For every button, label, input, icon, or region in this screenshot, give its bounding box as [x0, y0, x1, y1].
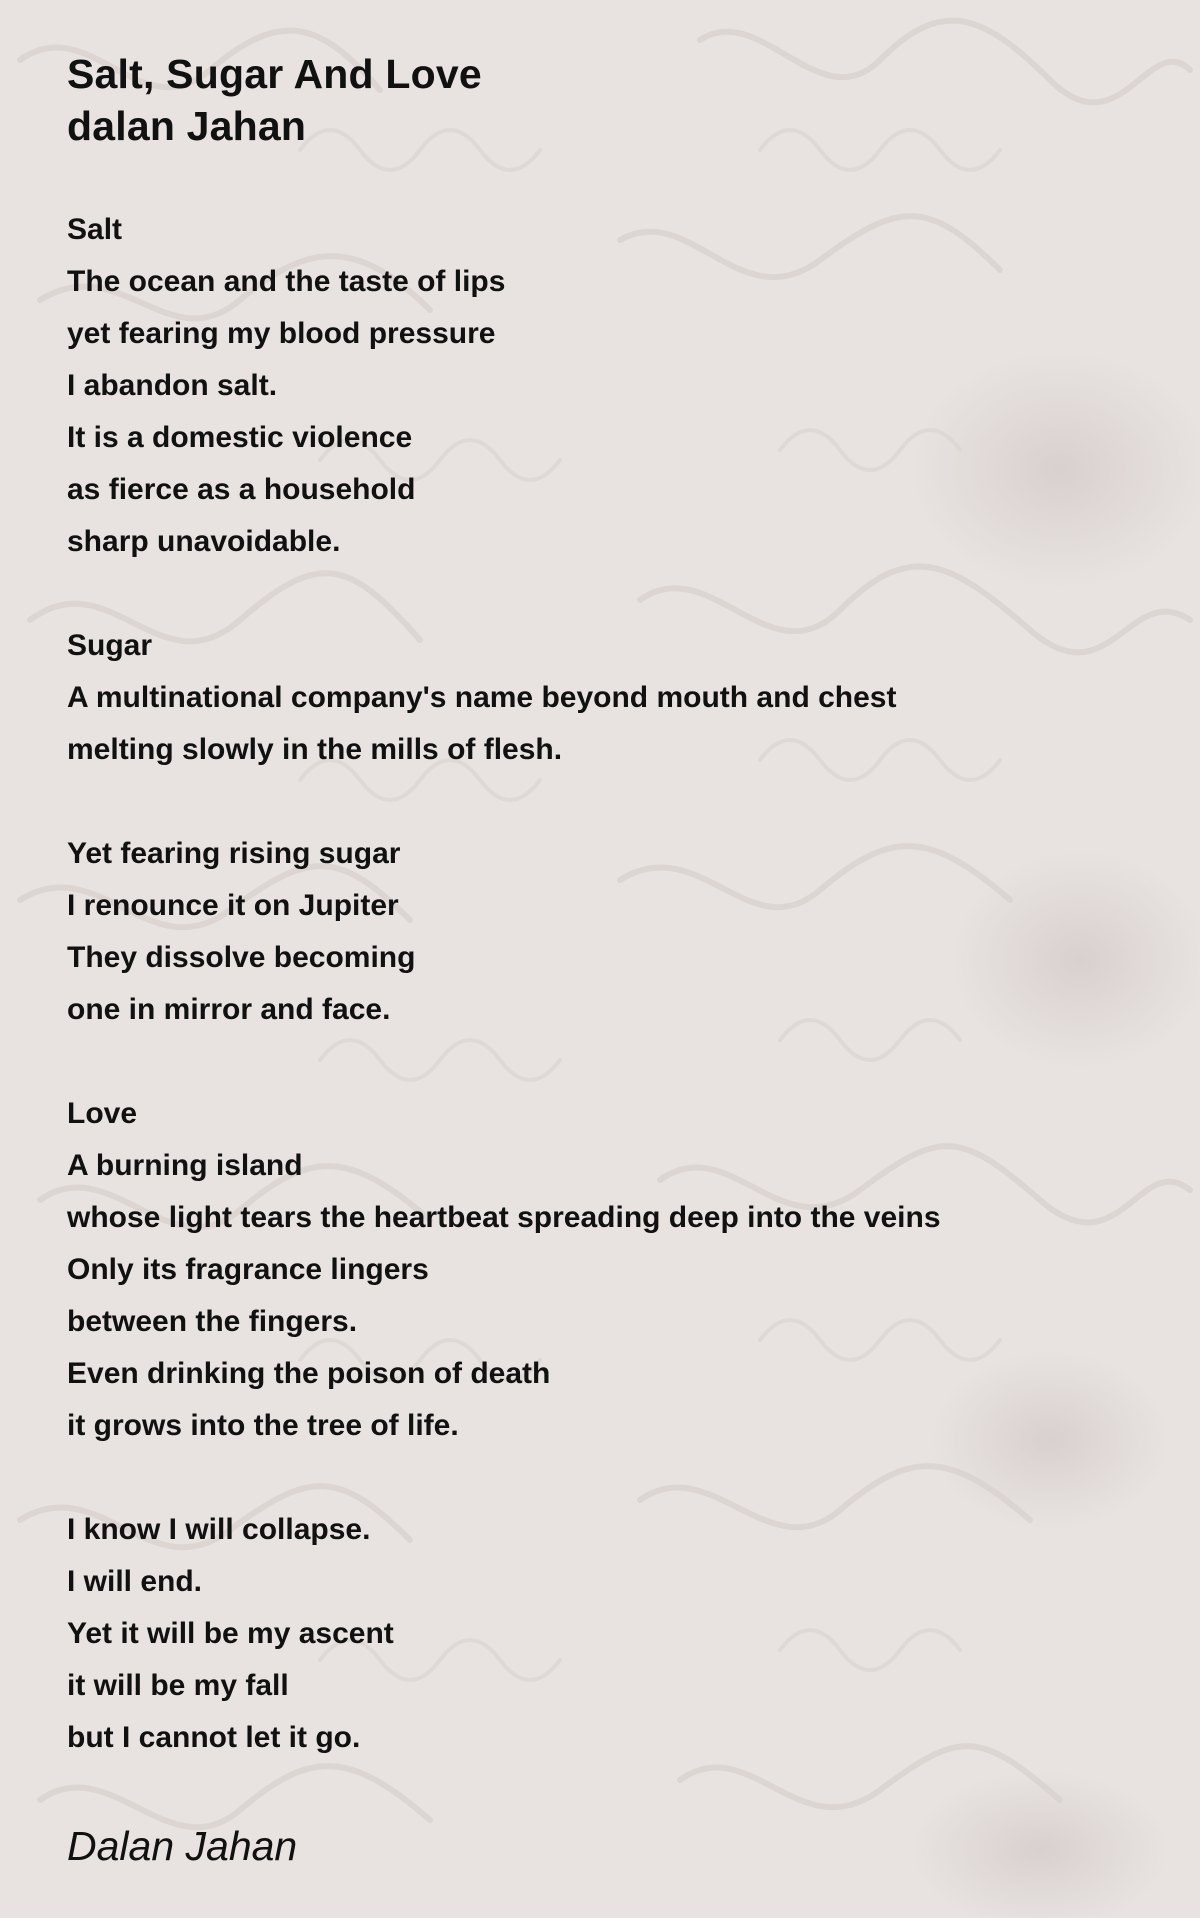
- poem-line: I abandon salt.: [67, 369, 278, 402]
- poem-line: Sugar: [67, 629, 153, 662]
- poem-body: [67, 204, 1147, 1764]
- poem-line: I will end.: [67, 1565, 203, 1598]
- poem-line: Even drinking the poison of death: [67, 1357, 551, 1390]
- poem-line: The ocean and the taste of lips: [67, 265, 506, 298]
- poem-line: I know I will collapse.: [67, 1513, 371, 1546]
- poem-stanza: [67, 620, 1147, 776]
- poem-line: I renounce it on Jupiter: [67, 889, 399, 922]
- poem-line: as fierce as a household: [67, 473, 416, 506]
- poem-line: Love: [67, 1097, 138, 1130]
- poem-line: A burning island: [67, 1149, 303, 1182]
- poem-line: between the fingers.: [67, 1305, 358, 1338]
- poem-stanza: [67, 204, 1147, 568]
- poem-line: one in mirror and face.: [67, 993, 391, 1026]
- poem-line: melting slowly in the mills of flesh.: [67, 733, 563, 766]
- author-signature: Dalan Jahan: [67, 1823, 298, 1869]
- poem-stanza: [67, 1088, 1147, 1452]
- poem-card: [67, 48, 1147, 1872]
- poem-line: Salt: [67, 213, 123, 246]
- poem-line: They dissolve becoming: [67, 941, 416, 974]
- poem-line: It is a domestic violence: [67, 421, 413, 454]
- poem-author: dalan Jahan: [67, 103, 307, 149]
- poem-stanza: [67, 1504, 1147, 1764]
- poem-line: but I cannot let it go.: [67, 1721, 361, 1754]
- poem-line: sharp unavoidable.: [67, 525, 341, 558]
- poem-line: Yet fearing rising sugar: [67, 837, 401, 870]
- poem-line: it grows into the tree of life.: [67, 1409, 459, 1442]
- poem-line: yet fearing my blood pressure: [67, 317, 496, 350]
- poem-line: Only its fragrance lingers: [67, 1253, 429, 1286]
- poem-line: Yet it will be my ascent: [67, 1617, 394, 1650]
- poem-line: whose light tears the heartbeat spreading deep into the veins: [67, 1201, 941, 1234]
- poem-line: it will be my fall: [67, 1669, 289, 1702]
- title-block: [67, 48, 1147, 152]
- poem-line: A multinational company's name beyond mouth and chest: [67, 681, 897, 714]
- poem-stanza: [67, 828, 1147, 1036]
- poem-title: Salt, Sugar And Love: [67, 51, 482, 97]
